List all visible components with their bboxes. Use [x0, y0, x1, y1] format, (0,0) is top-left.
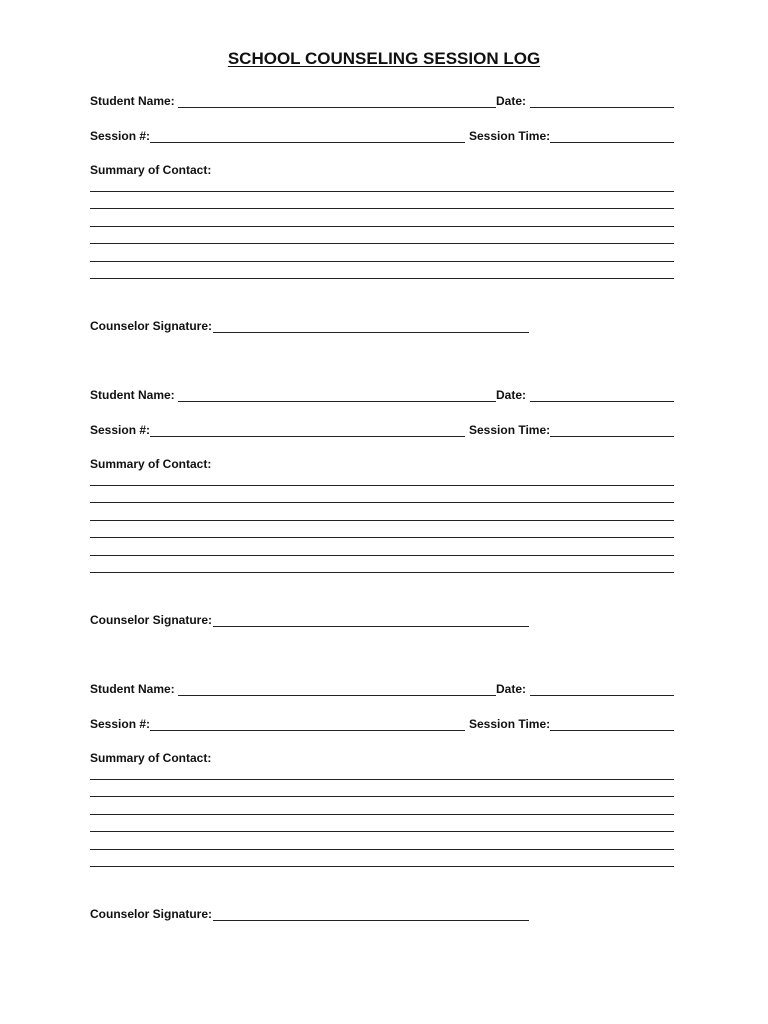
session-row [90, 129, 674, 145]
counselor-signature-label: Counselor Signature: [90, 319, 213, 333]
session-number-label: Session #: [90, 717, 151, 731]
summary-line[interactable] [90, 208, 674, 209]
session-number-field[interactable] [150, 142, 465, 143]
session-number-label: Session #: [90, 129, 151, 143]
summary-line[interactable] [90, 191, 674, 192]
student-name-label: Student Name: [90, 94, 175, 108]
summary-row [90, 457, 674, 473]
date-field[interactable] [530, 401, 674, 402]
date-label: Date: [496, 388, 527, 402]
summary-line[interactable] [90, 261, 674, 262]
session-row [90, 423, 674, 439]
summary-line[interactable] [90, 502, 674, 503]
student-name-field[interactable] [178, 107, 496, 108]
summary-line[interactable] [90, 520, 674, 521]
summary-line[interactable] [90, 779, 674, 780]
summary-line[interactable] [90, 831, 674, 832]
session-entry-1 [90, 94, 674, 354]
signature-row [90, 907, 674, 923]
session-time-field[interactable] [550, 730, 674, 731]
student-name-row [90, 94, 674, 110]
summary-row [90, 751, 674, 767]
session-time-field[interactable] [550, 142, 674, 143]
session-row [90, 717, 674, 733]
summary-line[interactable] [90, 243, 674, 244]
summary-line[interactable] [90, 814, 674, 815]
session-number-field[interactable] [150, 436, 465, 437]
summary-line[interactable] [90, 796, 674, 797]
summary-line[interactable] [90, 849, 674, 850]
date-label: Date: [496, 682, 527, 696]
counselor-signature-field[interactable] [213, 920, 529, 921]
session-time-label: Session Time: [469, 717, 551, 731]
session-entry-2 [90, 388, 674, 648]
counselor-signature-field[interactable] [213, 626, 529, 627]
session-entry-3 [90, 682, 674, 942]
session-time-label: Session Time: [469, 423, 551, 437]
student-name-row [90, 388, 674, 404]
page-title-text: SCHOOL COUNSELING SESSION LOG [227, 49, 541, 68]
summary-line[interactable] [90, 537, 674, 538]
date-field[interactable] [530, 107, 674, 108]
summary-line[interactable] [90, 485, 674, 486]
date-field[interactable] [530, 695, 674, 696]
student-name-row [90, 682, 674, 698]
student-name-label: Student Name: [90, 682, 175, 696]
student-name-field[interactable] [178, 401, 496, 402]
summary-line[interactable] [90, 555, 674, 556]
session-number-field[interactable] [150, 730, 465, 731]
counselor-signature-field[interactable] [213, 332, 529, 333]
student-name-label: Student Name: [90, 388, 175, 402]
signature-row [90, 613, 674, 629]
date-label: Date: [496, 94, 527, 108]
student-name-field[interactable] [178, 695, 496, 696]
session-time-label: Session Time: [469, 129, 551, 143]
summary-line[interactable] [90, 278, 674, 279]
summary-line[interactable] [90, 572, 674, 573]
page-title [0, 48, 768, 70]
summary-label: Summary of Contact: [90, 163, 212, 177]
signature-row [90, 319, 674, 335]
summary-label: Summary of Contact: [90, 457, 212, 471]
session-time-field[interactable] [550, 436, 674, 437]
summary-line[interactable] [90, 866, 674, 867]
summary-label: Summary of Contact: [90, 751, 212, 765]
counselor-signature-label: Counselor Signature: [90, 907, 213, 921]
summary-row [90, 163, 674, 179]
counselor-signature-label: Counselor Signature: [90, 613, 213, 627]
session-number-label: Session #: [90, 423, 151, 437]
summary-line[interactable] [90, 226, 674, 227]
